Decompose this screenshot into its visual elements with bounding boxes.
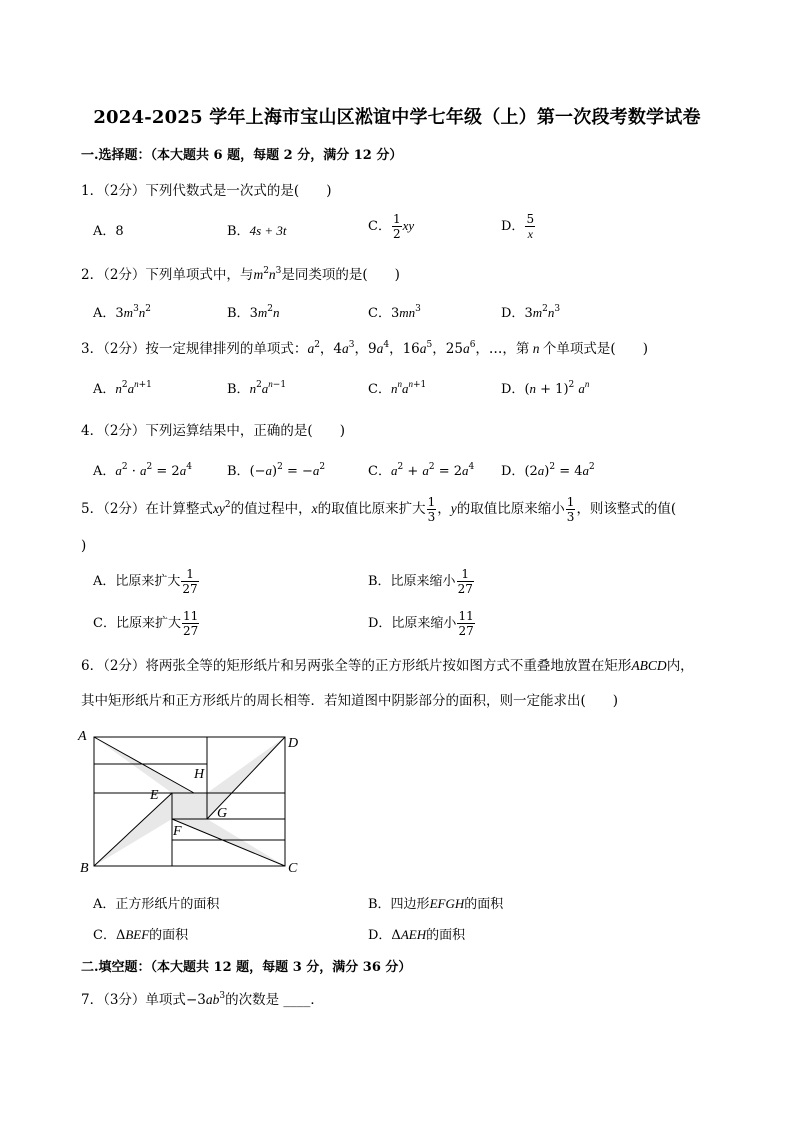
label-a: A: [78, 729, 87, 744]
q5-option-d: D．比原来缩小 $\frac{11}{27}$: [368, 609, 474, 638]
q3-option-d: D．$(n + 1)^2$ $a^n$: [501, 379, 590, 397]
q6-option-d: D．ΔAEH的面积: [368, 927, 466, 943]
q3-option-a: A．$n^2a^{n+1}$: [93, 379, 152, 397]
q4-option-d: D．$(2a)^2 = 4a^2$: [501, 462, 595, 479]
q5-option-b: B．比原来缩小 $\frac{1}{27}$: [368, 567, 473, 596]
q3-option-c: C．$n^na^{n+1}$: [368, 379, 427, 397]
question-5-stem: 5．（2分）在计算整式$xy^2$的值过程中，x的取值比原来扩大 $\frac{1}{3}$ ，y的取值比原来缩小 $\frac{1}{3}$ ，则该整式的值(: [81, 495, 677, 524]
shaded-region: [94, 737, 285, 866]
q3-option-b: B．$n^2a^{n-1}$: [227, 379, 287, 397]
q1-option-c: C． $\frac{1}{2}$ xy: [368, 212, 415, 241]
label-e: E: [150, 788, 159, 803]
q4-option-b: B．$(-a)^2 = -a^2$: [227, 462, 326, 479]
q6-option-c: C．ΔBEF的面积: [93, 927, 189, 943]
q4-option-c: C．$a^2 + a^2 = 2a^4$: [368, 462, 475, 479]
q2-option-d: D．$3m^2n^3$: [501, 304, 561, 321]
question-6-stem-line2: 其中矩形纸片和正方形纸片的周长相等．若知道图中阴影部分的面积，则一定能求出( ): [81, 693, 619, 709]
label-b: B: [80, 861, 89, 876]
segment-be: [94, 793, 172, 866]
q4-option-a: A．$a^2 \cdot a^2 = 2a^4$: [93, 462, 192, 479]
label-c: C: [288, 861, 298, 876]
question-1-stem: 1．（2分）下列代数式是一次式的是( ): [81, 183, 332, 199]
q1-option-b: B．4s + 3t: [227, 223, 287, 239]
segment-ah: [94, 737, 194, 793]
question-5-stem-end: ): [81, 538, 87, 554]
q2-option-c: C．$3mn^3$: [368, 304, 421, 321]
label-d: D: [288, 736, 299, 751]
q5-option-a: A．比原来扩大 $\frac{1}{27}$: [93, 567, 198, 596]
label-h: H: [194, 767, 205, 782]
question-4-stem: 4．（2分）下列运算结果中，正确的是( ): [81, 423, 345, 439]
question-6-stem: 6．（2分）将两张全等的矩形纸片和另两张全等的正方形纸片按如图方式不重叠地放置在矩形ABCD内，: [81, 658, 694, 674]
q6-option-b: B．四边形EFGH的面积: [368, 896, 504, 912]
q1-option-a: A．8: [93, 224, 124, 239]
q5-option-c: C．比原来扩大 $\frac{11}{27}$: [93, 609, 199, 638]
q1-option-d: D． $\frac{5}{x}$: [501, 212, 535, 241]
page-title: 2024-2025 学年上海市宝山区淞谊中学七年级（上）第一次段考数学试卷: [93, 107, 701, 128]
question-3-stem: 3．（2分）按一定规律排列的单项式：$a^2$，$4a^3$，$9a^4$，$16a^5$，$25a^6$，…，第 n 个单项式是( ): [81, 340, 648, 357]
section-choice-heading: 一.选择题：（本大题共 6 题，每题 2 分，满分 12 分）: [81, 148, 403, 163]
q6-rectangle-figure: [70, 725, 310, 877]
segment-cf: [172, 819, 285, 866]
label-g: G: [217, 806, 228, 821]
question-7-stem: 7．（3分）单项式$-3ab^3$的次数是 ____．: [81, 991, 324, 1008]
q6-option-a: A．正方形纸片的面积: [93, 897, 220, 912]
label-f: F: [173, 824, 182, 839]
shaded-square-center: [172, 793, 207, 819]
question-2-stem: 2．（2分）下列单项式中，与$m^2n^3$是同类项的是( ): [81, 266, 400, 283]
q2-option-a: A．$3m^3n^2$: [93, 304, 152, 321]
section-fill-heading: 二.填空题：（本大题共 12 题，每题 3 分，满分 36 分）: [81, 960, 412, 975]
q2-option-b: B．$3m^2n$: [227, 304, 280, 321]
